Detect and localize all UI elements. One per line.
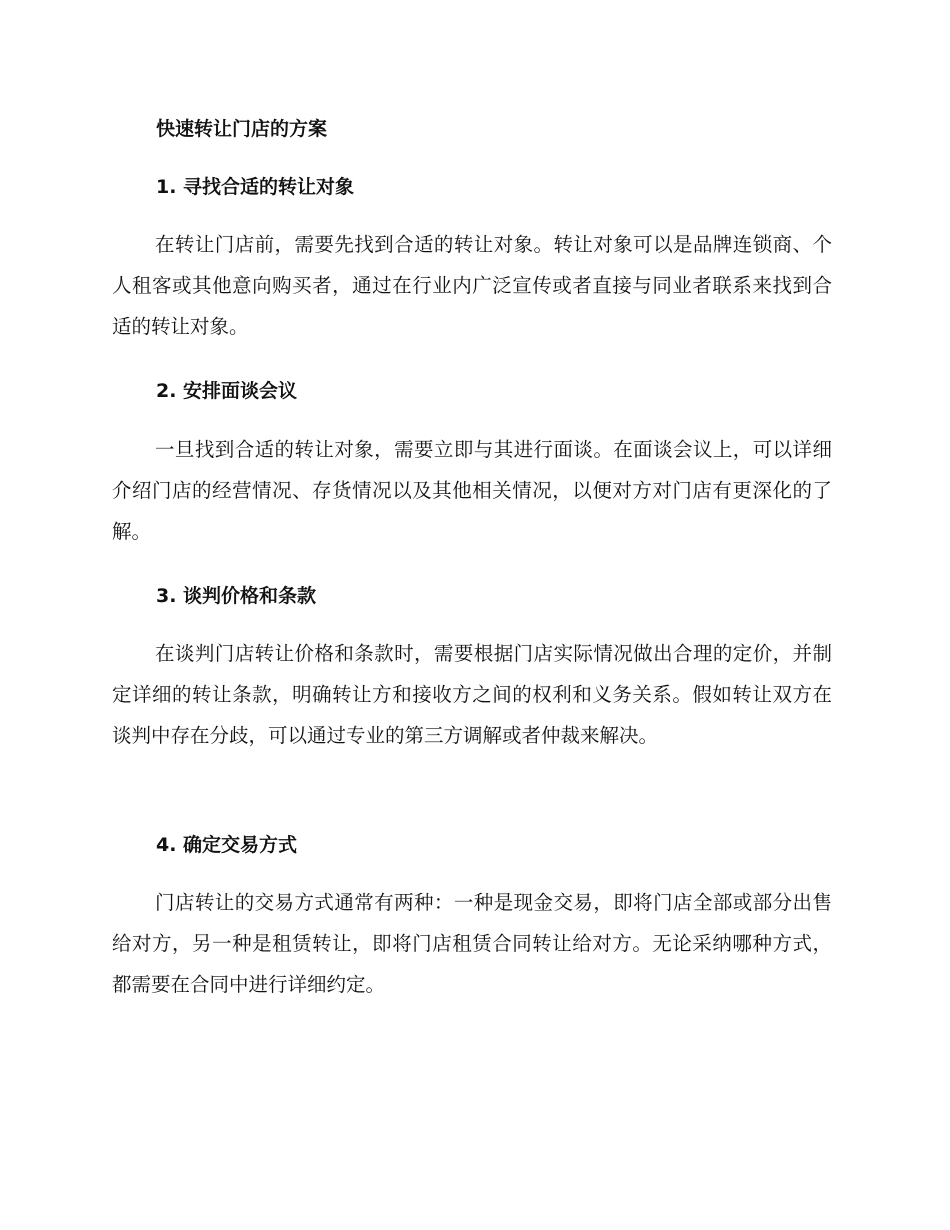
section-heading-2: 2. 安排面谈会议 [156, 380, 298, 402]
section-paragraph-3: 在谈判门店转让价格和条款时，需要根据门店实际情况做出合理的定价，并制定详细的转让条款，明确转让方和接收方之间的权利和义务关系。假如转让双方在谈判中存在分歧，可以通过专业的第三方调解或者仲裁来解决。 [112, 642, 832, 747]
section-paragraph-4: 门店转让的交易方式通常有两种：一种是现金交易，即将门店全部或部分出售给对方，另一种是租赁转让，即将门店租赁合同转让给对方。无论采纳哪种方式，都需要在合同中进行详细约定。 [112, 891, 832, 996]
section-paragraph-1: 在转让门店前，需要先找到合适的转让对象。转让对象可以是品牌连锁商、个人租客或其他意向购买者，通过在行业内广泛宣传或者直接与同业者联系来找到合适的转让对象。 [112, 233, 832, 338]
section-heading-3: 3. 谈判价格和条款 [156, 585, 317, 607]
section-heading-4: 4. 确定交易方式 [156, 834, 298, 856]
section-paragraph-2: 一旦找到合适的转让对象，需要立即与其进行面谈。在面谈会议上，可以详细介绍门店的经营情况、存货情况以及其他相关情况，以便对方对门店有更深化的了解。 [112, 438, 832, 543]
section-heading-1: 1. 寻找合适的转让对象 [156, 176, 355, 198]
document-title: 快速转让门店的方案 [156, 118, 328, 140]
